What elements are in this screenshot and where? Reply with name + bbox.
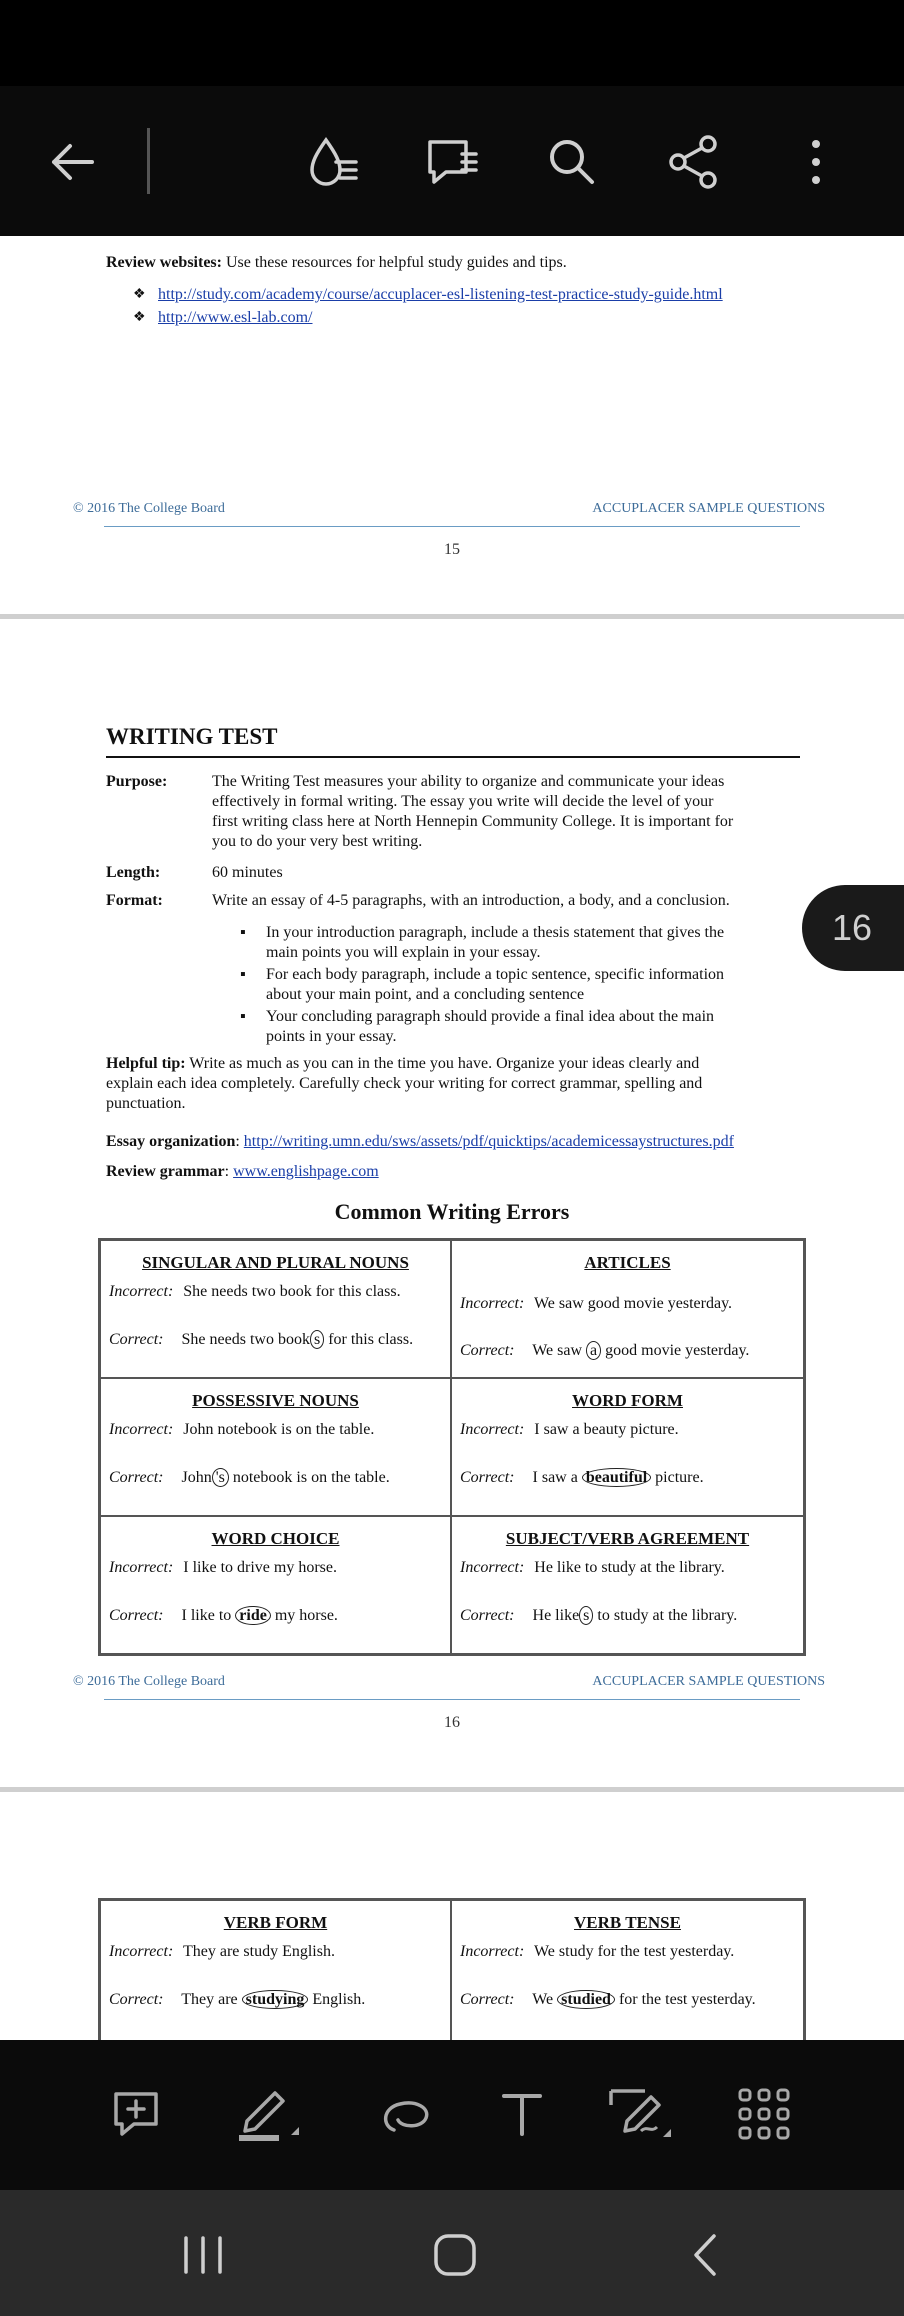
correction-mark: s xyxy=(579,1606,593,1625)
table-title: Common Writing Errors xyxy=(334,1199,570,1224)
correction-mark: s xyxy=(310,1330,324,1349)
pdf-document[interactable] xyxy=(0,236,904,2040)
essay-organization-label: Essay organization xyxy=(106,1133,236,1150)
correction-mark: studied xyxy=(557,1990,615,2009)
review-grammar-link[interactable]: www.englishpage.com xyxy=(233,1163,379,1180)
cell-title: WORD FORM xyxy=(572,1391,683,1410)
table-row xyxy=(101,1379,803,1517)
cell-title: VERB FORM xyxy=(223,1913,328,1932)
search-icon[interactable] xyxy=(536,126,608,198)
pen-icon[interactable] xyxy=(232,2078,304,2150)
error-cell: WORD FORM Incorrect: I saw a beauty picture. Correct: I saw a beautiful picture. xyxy=(452,1379,803,1515)
list-item: ▪ For each body paragraph, include a topic sentence, specific information about your main point, and a concluding sentence xyxy=(240,966,725,1003)
purpose-line: first writing class here at North Hennepin Community College. It is important for xyxy=(212,813,734,830)
page-title: WRITING TEST xyxy=(106,724,278,749)
review-websites-text: Use these resources for helpful study guides and tips. xyxy=(221,254,567,271)
text-icon[interactable] xyxy=(486,2078,558,2150)
list-item: ▪ In your introduction paragraph, include a thesis statement that gives the main points you will explain in your essay. xyxy=(240,924,725,961)
page-number: 16 xyxy=(444,1714,460,1731)
page-separator xyxy=(0,1787,904,1792)
format-bullets xyxy=(240,923,800,1047)
toolbar-divider xyxy=(147,128,150,194)
writing-errors-table xyxy=(98,1898,806,2040)
review-grammar-label: Review grammar xyxy=(106,1163,225,1180)
footer-rule xyxy=(104,526,800,527)
footer-title: ACCUPLACER SAMPLE QUESTIONS xyxy=(592,501,825,516)
study-guide-link[interactable]: http://study.com/academy/course/accuplacer-esl-listening-test-practice-study-guide.html xyxy=(158,286,723,303)
comments-icon[interactable] xyxy=(416,126,488,198)
review-grammar-line: Review grammar: www.englishpage.com xyxy=(106,1163,379,1180)
purpose-text xyxy=(212,772,812,852)
format-value: Write an essay of 4-5 paragraphs, with an introduction, a body, and a conclusion. xyxy=(212,892,730,909)
purpose-line: effectively in formal writing. The essay you write will decide the level of your xyxy=(212,793,714,810)
signature-icon[interactable] xyxy=(604,2078,676,2150)
correction-mark: a xyxy=(586,1341,601,1360)
review-websites-label: Review websites: xyxy=(106,254,222,271)
writing-errors-table xyxy=(98,1238,806,1656)
table-row xyxy=(101,1517,803,1653)
helpful-tip-label: Helpful tip: xyxy=(106,1055,186,1072)
error-cell: ARTICLES Incorrect: We saw good movie yesterday. Correct: We saw a good movie yesterday. xyxy=(452,1241,803,1377)
cut-off-link xyxy=(150,236,566,238)
bottom-toolbar xyxy=(0,2040,904,2190)
top-toolbar xyxy=(0,86,904,236)
purpose-line: you to do your very best writing. xyxy=(212,833,423,850)
length-label: Length: xyxy=(106,864,161,881)
review-websites-line xyxy=(106,253,567,273)
footer-rule xyxy=(104,1699,800,1700)
back-nav-icon[interactable] xyxy=(672,2220,742,2290)
back-icon[interactable] xyxy=(36,126,108,198)
correction-mark: 's xyxy=(212,1468,229,1487)
page-separator xyxy=(0,614,904,619)
system-navigation-bar xyxy=(0,2190,904,2316)
purpose-label: Purpose: xyxy=(106,773,168,790)
esl-lab-link[interactable]: http://www.esl-lab.com/ xyxy=(158,309,313,326)
page-indicator-badge[interactable]: 16 xyxy=(802,885,904,971)
essay-organization-link[interactable]: http://writing.umn.edu/sws/assets/pdf/quicktips/academicessaystructures.pdf xyxy=(243,1133,734,1150)
format-label: Format: xyxy=(106,892,163,909)
error-cell: WORD CHOICE Incorrect: I like to drive my horse. Correct: I like to ride my horse. xyxy=(101,1517,452,1653)
apps-grid-icon[interactable] xyxy=(728,2078,800,2150)
table-row xyxy=(101,1901,803,2040)
status-bar xyxy=(0,0,904,86)
error-cell: POSSESSIVE NOUNS Incorrect: John notebook is on the table. Correct: John 's notebook is on the table. xyxy=(101,1379,452,1515)
error-cell: VERB TENSE Incorrect: We study for the test yesterday. Correct: We studied for the test yesterday. xyxy=(452,1901,803,2040)
list-item: ▪ Your concluding paragraph should provide a final idea about the main points in your essay. xyxy=(240,1008,715,1045)
share-icon[interactable] xyxy=(658,126,730,198)
error-cell: SINGULAR AND PLURAL NOUNS Incorrect: She needs two book for this class. Correct: She needs two book s for this class. xyxy=(101,1241,452,1377)
diamond-bullet-icon: ❖ xyxy=(133,287,146,302)
table-row xyxy=(101,1241,803,1379)
essay-organization-line: Essay organization: http://writing.umn.edu/sws/assets/pdf/quicktips/academicessaystructures.pdf xyxy=(106,1133,734,1150)
cell-title: SUBJECT/VERB AGREEMENT xyxy=(505,1529,750,1548)
purpose-line: The Writing Test measures your ability to organize and communicate your ideas xyxy=(212,773,725,790)
reading-mode-icon[interactable] xyxy=(296,126,368,198)
add-comment-icon[interactable] xyxy=(100,2078,172,2150)
length-value: 60 minutes xyxy=(212,864,283,881)
footer-copyright: © 2016 The College Board xyxy=(73,501,225,516)
home-icon[interactable] xyxy=(420,2220,490,2290)
cell-title: WORD CHOICE xyxy=(211,1529,340,1548)
correction-mark: beautiful xyxy=(582,1468,651,1487)
cell-title: SINGULAR AND PLURAL NOUNS xyxy=(142,1253,409,1272)
lasso-icon[interactable] xyxy=(370,2078,442,2150)
page-number: 15 xyxy=(444,541,460,558)
diamond-bullet-icon: ❖ xyxy=(133,310,146,325)
more-options-icon[interactable] xyxy=(780,126,852,198)
helpful-tip: Helpful tip: Write as much as you can in the time you have. Organize your ideas clearly and explain each idea completely. Carefully check your writing for correct grammar, spelling and punctuation. xyxy=(106,1055,703,1112)
error-cell: VERB FORM Incorrect: They are study English. Correct: They are studying English. xyxy=(101,1901,452,2040)
error-cell: SUBJECT/VERB AGREEMENT Incorrect: He like to study at the library. Correct: He like s to study at the library. xyxy=(452,1517,803,1653)
cell-title: ARTICLES xyxy=(584,1253,671,1272)
cell-title: VERB TENSE xyxy=(574,1913,681,1932)
footer-copyright: © 2016 The College Board xyxy=(73,1674,225,1689)
recent-apps-icon[interactable] xyxy=(168,2220,238,2290)
footer-title: ACCUPLACER SAMPLE QUESTIONS xyxy=(592,1674,825,1689)
title-rule xyxy=(106,756,800,758)
correction-mark: ride xyxy=(235,1606,271,1625)
cell-title: POSSESSIVE NOUNS xyxy=(192,1391,359,1410)
correction-mark: studying xyxy=(242,1990,309,2009)
